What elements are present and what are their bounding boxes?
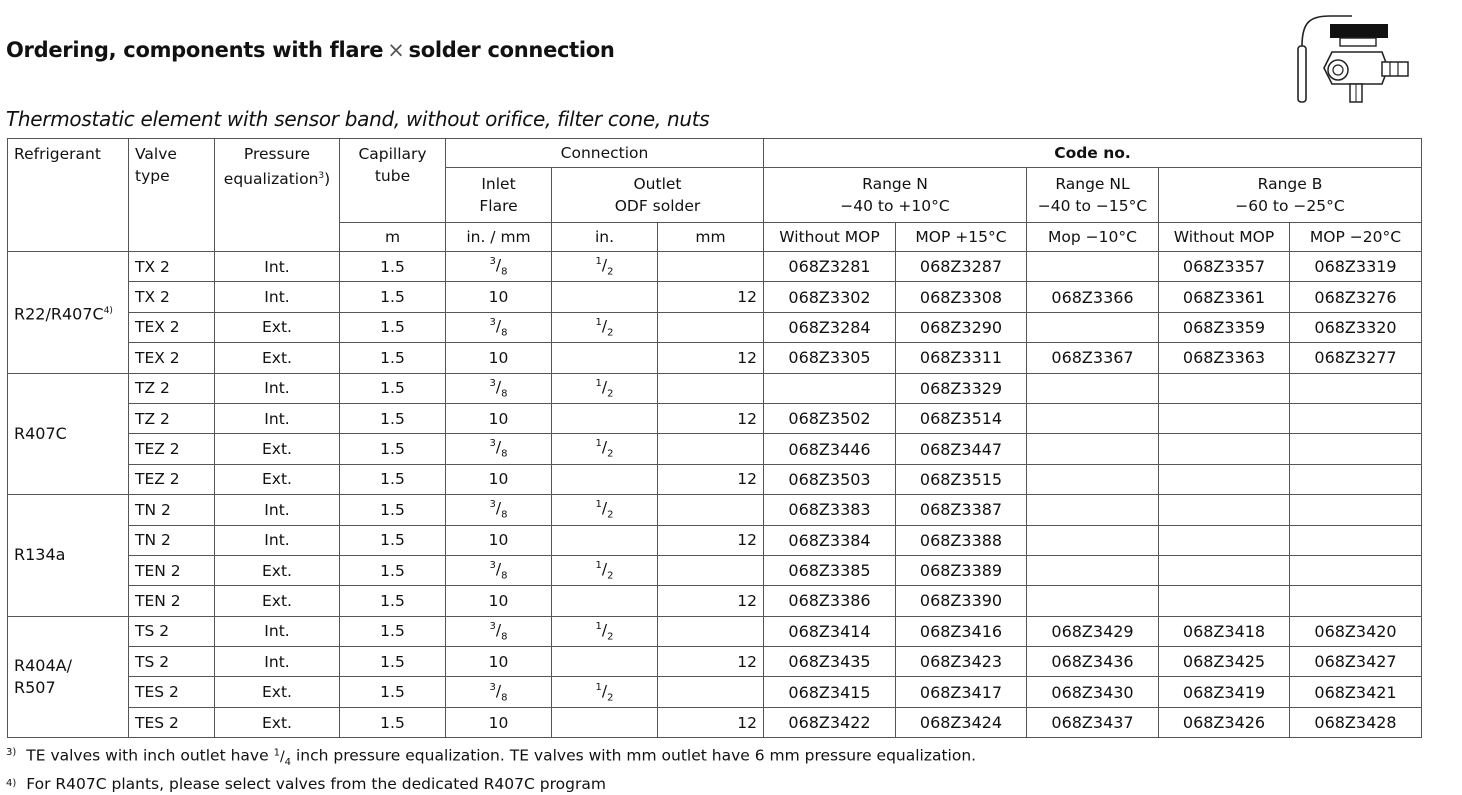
code-b-without-mop bbox=[1159, 495, 1290, 525]
outlet-mm-cell bbox=[658, 373, 764, 403]
code-b-without-mop: 068Z3425 bbox=[1159, 647, 1290, 677]
code-b-mop: 068Z3320 bbox=[1290, 312, 1422, 342]
equalization-cell: Int. bbox=[215, 282, 340, 312]
outlet-mm-cell: 12 bbox=[658, 647, 764, 677]
code-n-without-mop: 068Z3385 bbox=[764, 555, 896, 585]
code-b-mop bbox=[1290, 373, 1422, 403]
code-b-without-mop bbox=[1159, 434, 1290, 464]
equalization-cell: Int. bbox=[215, 495, 340, 525]
table-row bbox=[8, 495, 1422, 525]
table-body bbox=[8, 252, 1422, 738]
code-n-without-mop: 068Z3386 bbox=[764, 586, 896, 616]
table-row bbox=[8, 647, 1422, 677]
outlet-mm-cell bbox=[658, 555, 764, 585]
footnote-3: $^{3)}$ TE valves with inch outlet have $^1/_4$ inch pressure equalization. TE valves with mm outlet have 6 mm pressure equalization. bbox=[6, 746, 977, 768]
code-b-mop bbox=[1290, 434, 1422, 464]
header-range-b: Range B −60 to −25°C bbox=[1159, 168, 1422, 223]
header-code-no: Code no. bbox=[764, 139, 1422, 168]
fraction: $^1/_4$ bbox=[273, 747, 292, 768]
code-nl-mop bbox=[1027, 464, 1159, 494]
outlet-in-cell bbox=[552, 525, 658, 555]
outlet-mm-cell bbox=[658, 252, 764, 282]
code-nl-mop bbox=[1027, 525, 1159, 555]
equalization-cell: Ext. bbox=[215, 434, 340, 464]
table-row bbox=[8, 434, 1422, 464]
inlet-cell: $^3/_8$ bbox=[446, 555, 552, 585]
table-row bbox=[8, 707, 1422, 737]
unit-m: m bbox=[340, 223, 446, 252]
equalization-cell: Int. bbox=[215, 525, 340, 555]
capillary-cell: 1.5 bbox=[340, 677, 446, 707]
equalization-cell: Int. bbox=[215, 616, 340, 646]
inlet-cell: $^3/_8$ bbox=[446, 252, 552, 282]
inlet-cell: 10 bbox=[446, 525, 552, 555]
table-row bbox=[8, 282, 1422, 312]
valve-type-cell: TN 2 bbox=[129, 525, 215, 555]
code-n-without-mop: 068Z3384 bbox=[764, 525, 896, 555]
refrigerant-cell: R134a bbox=[8, 495, 129, 617]
inlet-cell: $^3/_8$ bbox=[446, 434, 552, 464]
code-n-mop: 068Z3416 bbox=[896, 616, 1027, 646]
code-b-mop: 068Z3421 bbox=[1290, 677, 1422, 707]
code-n-without-mop: 068Z3414 bbox=[764, 616, 896, 646]
code-b-without-mop: 068Z3363 bbox=[1159, 343, 1290, 373]
capillary-cell: 1.5 bbox=[340, 555, 446, 585]
code-b-without-mop bbox=[1159, 586, 1290, 616]
code-b-mop bbox=[1290, 495, 1422, 525]
header-capillary-tube: Capillary tube bbox=[340, 139, 446, 223]
code-b-without-mop: 068Z3357 bbox=[1159, 252, 1290, 282]
code-b-without-mop: 068Z3361 bbox=[1159, 282, 1290, 312]
code-b-without-mop bbox=[1159, 525, 1290, 555]
equalization-cell: Int. bbox=[215, 252, 340, 282]
outlet-in-cell: $^1/_2$ bbox=[552, 616, 658, 646]
table-subtitle: Thermostatic element with sensor band, without orifice, filter cone, nuts bbox=[6, 107, 710, 131]
header-range-n: Range N −40 to +10°C bbox=[764, 168, 1027, 223]
capillary-cell: 1.5 bbox=[340, 373, 446, 403]
outlet-in-cell bbox=[552, 282, 658, 312]
code-nl-mop: 068Z3367 bbox=[1027, 343, 1159, 373]
code-b-without-mop: 068Z3426 bbox=[1159, 707, 1290, 737]
capillary-cell: 1.5 bbox=[340, 343, 446, 373]
valve-type-cell: TEZ 2 bbox=[129, 434, 215, 464]
equalization-cell: Ext. bbox=[215, 312, 340, 342]
outlet-in-cell: $^1/_2$ bbox=[552, 434, 658, 464]
code-n-mop: 068Z3311 bbox=[896, 343, 1027, 373]
code-n-mop: 068Z3308 bbox=[896, 282, 1027, 312]
outlet-in-cell bbox=[552, 586, 658, 616]
code-b-without-mop: 068Z3419 bbox=[1159, 677, 1290, 707]
valve-type-cell: TEN 2 bbox=[129, 555, 215, 585]
code-n-mop: 068Z3388 bbox=[896, 525, 1027, 555]
table-row bbox=[8, 555, 1422, 585]
code-b-mop: 068Z3276 bbox=[1290, 282, 1422, 312]
header-b-without-mop: Without MOP bbox=[1159, 223, 1290, 252]
valve-type-cell: TX 2 bbox=[129, 282, 215, 312]
capillary-cell: 1.5 bbox=[340, 252, 446, 282]
unit-mm: mm bbox=[658, 223, 764, 252]
code-nl-mop bbox=[1027, 586, 1159, 616]
code-n-without-mop: 068Z3305 bbox=[764, 343, 896, 373]
equalization-cell: Int. bbox=[215, 403, 340, 433]
header-connection: Connection bbox=[446, 139, 764, 168]
table-row bbox=[8, 525, 1422, 555]
code-n-without-mop: 068Z3383 bbox=[764, 495, 896, 525]
code-nl-mop bbox=[1027, 434, 1159, 464]
code-b-without-mop bbox=[1159, 464, 1290, 494]
header-n-without-mop: Without MOP bbox=[764, 223, 896, 252]
capillary-cell: 1.5 bbox=[340, 282, 446, 312]
code-b-mop: 068Z3427 bbox=[1290, 647, 1422, 677]
code-n-mop: 068Z3329 bbox=[896, 373, 1027, 403]
capillary-cell: 1.5 bbox=[340, 464, 446, 494]
valve-type-cell: TES 2 bbox=[129, 677, 215, 707]
outlet-in-cell: $^1/_2$ bbox=[552, 252, 658, 282]
inlet-cell: 10 bbox=[446, 282, 552, 312]
capillary-cell: 1.5 bbox=[340, 525, 446, 555]
footnotes bbox=[6, 742, 976, 795]
code-n-mop: 068Z3390 bbox=[896, 586, 1027, 616]
code-b-mop bbox=[1290, 464, 1422, 494]
equalization-cell: Ext. bbox=[215, 343, 340, 373]
equalization-cell: Ext. bbox=[215, 555, 340, 585]
outlet-mm-cell: 12 bbox=[658, 464, 764, 494]
header-valve-type: Valve type bbox=[129, 139, 215, 252]
outlet-in-cell bbox=[552, 403, 658, 433]
inlet-cell: $^3/_8$ bbox=[446, 616, 552, 646]
equalization-cell: Int. bbox=[215, 373, 340, 403]
code-b-mop: 068Z3319 bbox=[1290, 252, 1422, 282]
outlet-in-cell: $^1/_2$ bbox=[552, 677, 658, 707]
code-nl-mop: 068Z3429 bbox=[1027, 616, 1159, 646]
inlet-cell: $^3/_8$ bbox=[446, 677, 552, 707]
code-n-without-mop bbox=[764, 373, 896, 403]
code-nl-mop bbox=[1027, 495, 1159, 525]
code-nl-mop bbox=[1027, 403, 1159, 433]
inlet-cell: $^3/_8$ bbox=[446, 495, 552, 525]
code-b-without-mop bbox=[1159, 555, 1290, 585]
page-title: Ordering, components with flare × solder connection bbox=[6, 38, 615, 62]
code-n-mop: 068Z3287 bbox=[896, 252, 1027, 282]
code-n-without-mop: 068Z3302 bbox=[764, 282, 896, 312]
header-n-mop: MOP +15°C bbox=[896, 223, 1027, 252]
capillary-cell: 1.5 bbox=[340, 434, 446, 464]
unit-in: in. bbox=[552, 223, 658, 252]
valve-type-cell: TZ 2 bbox=[129, 403, 215, 433]
valve-type-cell: TZ 2 bbox=[129, 373, 215, 403]
capillary-cell: 1.5 bbox=[340, 495, 446, 525]
footnote-4: $^{4)}$ For R407C plants, please select valves from the dedicated R407C program bbox=[6, 775, 606, 794]
outlet-mm-cell bbox=[658, 495, 764, 525]
table-row bbox=[8, 343, 1422, 373]
valve-type-cell: TEX 2 bbox=[129, 312, 215, 342]
capillary-cell: 1.5 bbox=[340, 403, 446, 433]
code-n-without-mop: 068Z3435 bbox=[764, 647, 896, 677]
outlet-mm-cell bbox=[658, 677, 764, 707]
code-n-mop: 068Z3387 bbox=[896, 495, 1027, 525]
equalization-cell: Int. bbox=[215, 647, 340, 677]
capillary-cell: 1.5 bbox=[340, 616, 446, 646]
table-row bbox=[8, 677, 1422, 707]
inlet-cell: 10 bbox=[446, 343, 552, 373]
expansion-valve-icon bbox=[1290, 12, 1420, 108]
code-n-without-mop: 068Z3503 bbox=[764, 464, 896, 494]
code-n-mop: 068Z3424 bbox=[896, 707, 1027, 737]
header-outlet: Outlet ODF solder bbox=[552, 168, 764, 223]
inlet-cell: 10 bbox=[446, 403, 552, 433]
code-nl-mop: 068Z3366 bbox=[1027, 282, 1159, 312]
capillary-cell: 1.5 bbox=[340, 586, 446, 616]
capillary-cell: 1.5 bbox=[340, 312, 446, 342]
outlet-mm-cell: 12 bbox=[658, 525, 764, 555]
table-row bbox=[8, 373, 1422, 403]
inlet-cell: 10 bbox=[446, 586, 552, 616]
code-n-without-mop: 068Z3415 bbox=[764, 677, 896, 707]
table-row bbox=[8, 616, 1422, 646]
valve-type-cell: TS 2 bbox=[129, 616, 215, 646]
code-n-mop: 068Z3447 bbox=[896, 434, 1027, 464]
capillary-cell: 1.5 bbox=[340, 707, 446, 737]
valve-type-cell: TEN 2 bbox=[129, 586, 215, 616]
outlet-mm-cell: 12 bbox=[658, 282, 764, 312]
code-b-mop bbox=[1290, 555, 1422, 585]
code-b-mop bbox=[1290, 525, 1422, 555]
code-n-mop: 068Z3417 bbox=[896, 677, 1027, 707]
valve-type-cell: TX 2 bbox=[129, 252, 215, 282]
outlet-mm-cell bbox=[658, 616, 764, 646]
code-n-without-mop: 068Z3446 bbox=[764, 434, 896, 464]
code-b-mop: 068Z3420 bbox=[1290, 616, 1422, 646]
code-nl-mop: 068Z3430 bbox=[1027, 677, 1159, 707]
header-refrigerant: Refrigerant bbox=[8, 139, 129, 252]
code-nl-mop: 068Z3436 bbox=[1027, 647, 1159, 677]
inlet-cell: 10 bbox=[446, 464, 552, 494]
equalization-cell: Ext. bbox=[215, 464, 340, 494]
equalization-cell: Ext. bbox=[215, 586, 340, 616]
code-nl-mop bbox=[1027, 312, 1159, 342]
table-row bbox=[8, 403, 1422, 433]
code-n-without-mop: 068Z3422 bbox=[764, 707, 896, 737]
valve-type-cell: TEX 2 bbox=[129, 343, 215, 373]
code-n-mop: 068Z3514 bbox=[896, 403, 1027, 433]
outlet-in-cell bbox=[552, 647, 658, 677]
outlet-in-cell: $^1/_2$ bbox=[552, 495, 658, 525]
code-n-without-mop: 068Z3502 bbox=[764, 403, 896, 433]
code-b-mop: 068Z3277 bbox=[1290, 343, 1422, 373]
refrigerant-cell: R404A/ R507 bbox=[8, 616, 129, 738]
valve-type-cell: TS 2 bbox=[129, 647, 215, 677]
code-b-without-mop bbox=[1159, 403, 1290, 433]
outlet-mm-cell bbox=[658, 312, 764, 342]
outlet-mm-cell bbox=[658, 434, 764, 464]
code-b-without-mop bbox=[1159, 373, 1290, 403]
outlet-mm-cell: 12 bbox=[658, 707, 764, 737]
outlet-in-cell bbox=[552, 343, 658, 373]
header-b-mop: MOP −20°C bbox=[1290, 223, 1422, 252]
refrigerant-cell: R407C bbox=[8, 373, 129, 495]
table-row bbox=[8, 312, 1422, 342]
header-nl-mop: Mop −10°C bbox=[1027, 223, 1159, 252]
code-nl-mop: 068Z3437 bbox=[1027, 707, 1159, 737]
capillary-cell: 1.5 bbox=[340, 647, 446, 677]
header-inlet: Inlet Flare bbox=[446, 168, 552, 223]
equalization-cell: Ext. bbox=[215, 677, 340, 707]
outlet-mm-cell: 12 bbox=[658, 403, 764, 433]
code-nl-mop bbox=[1027, 373, 1159, 403]
inlet-cell: 10 bbox=[446, 707, 552, 737]
refrigerant-cell: $R22/R407C^{4)}$ bbox=[8, 252, 129, 374]
code-b-without-mop: 068Z3359 bbox=[1159, 312, 1290, 342]
outlet-mm-cell: 12 bbox=[658, 343, 764, 373]
code-n-mop: 068Z3389 bbox=[896, 555, 1027, 585]
outlet-in-cell: $^1/_2$ bbox=[552, 312, 658, 342]
table-row bbox=[8, 464, 1422, 494]
valve-type-cell: TES 2 bbox=[129, 707, 215, 737]
code-n-mop: 068Z3290 bbox=[896, 312, 1027, 342]
code-n-without-mop: 068Z3281 bbox=[764, 252, 896, 282]
code-b-mop: 068Z3428 bbox=[1290, 707, 1422, 737]
table-row bbox=[8, 586, 1422, 616]
code-b-mop bbox=[1290, 586, 1422, 616]
header-range-nl: Range NL −40 to −15°C bbox=[1027, 168, 1159, 223]
table-row bbox=[8, 252, 1422, 282]
valve-type-cell: TEZ 2 bbox=[129, 464, 215, 494]
inlet-cell: 10 bbox=[446, 647, 552, 677]
code-n-without-mop: 068Z3284 bbox=[764, 312, 896, 342]
code-nl-mop bbox=[1027, 252, 1159, 282]
outlet-in-cell: $^1/_2$ bbox=[552, 373, 658, 403]
ordering-table bbox=[7, 138, 1422, 738]
code-b-without-mop: 068Z3418 bbox=[1159, 616, 1290, 646]
code-n-mop: 068Z3423 bbox=[896, 647, 1027, 677]
code-b-mop bbox=[1290, 403, 1422, 433]
equalization-cell: Ext. bbox=[215, 707, 340, 737]
unit-in-mm: in. / mm bbox=[446, 223, 552, 252]
inlet-cell: $^3/_8$ bbox=[446, 312, 552, 342]
code-nl-mop bbox=[1027, 555, 1159, 585]
outlet-in-cell: $^1/_2$ bbox=[552, 555, 658, 585]
code-n-mop: 068Z3515 bbox=[896, 464, 1027, 494]
inlet-cell: $^3/_8$ bbox=[446, 373, 552, 403]
outlet-in-cell bbox=[552, 707, 658, 737]
valve-type-cell: TN 2 bbox=[129, 495, 215, 525]
outlet-in-cell bbox=[552, 464, 658, 494]
outlet-mm-cell: 12 bbox=[658, 586, 764, 616]
header-pressure-equalization: Pressure equalization$^3$) bbox=[215, 139, 340, 252]
